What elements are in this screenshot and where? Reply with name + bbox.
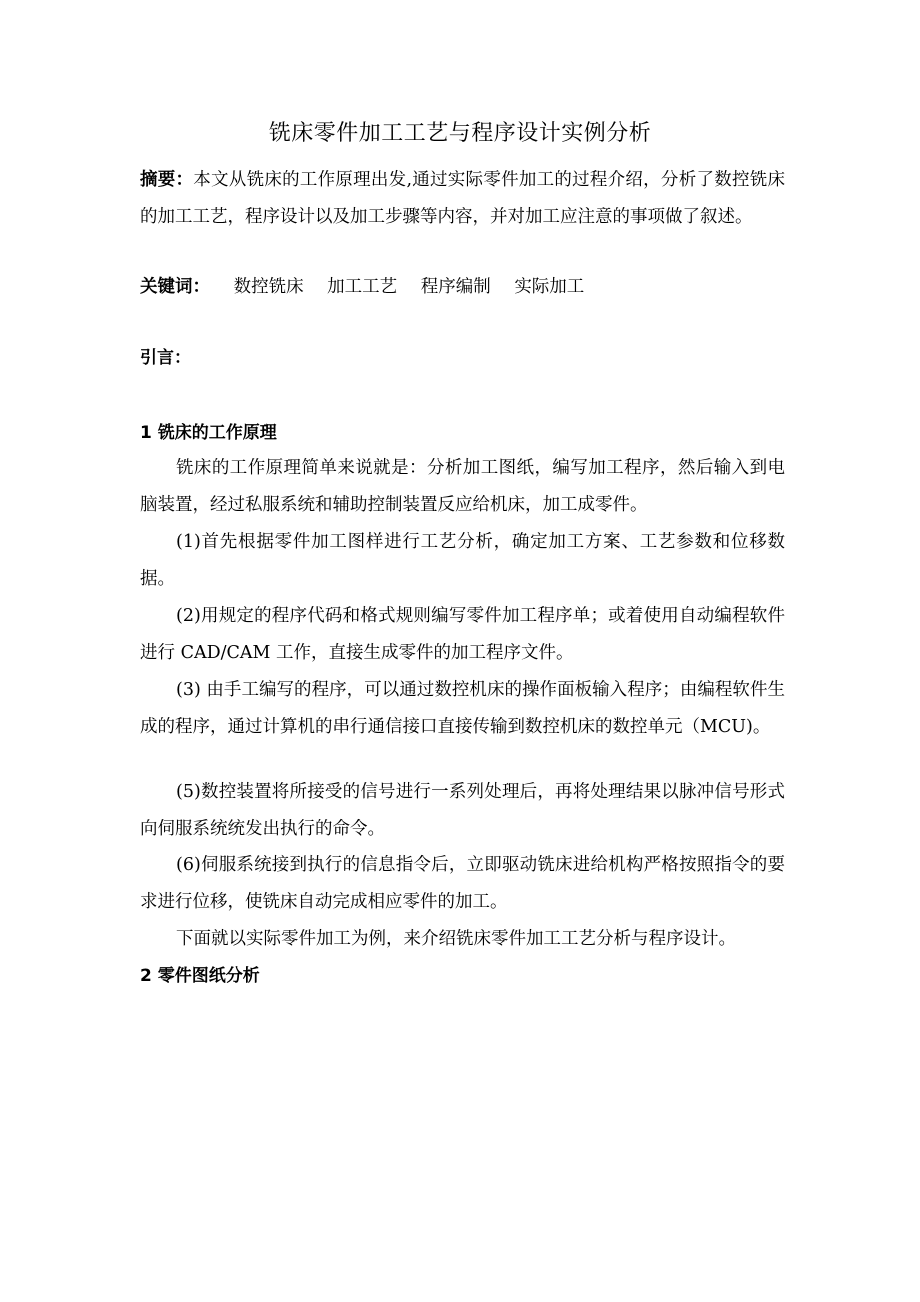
section-1-heading: 1 铣床的工作原理 — [140, 423, 277, 443]
section-1-paragraph: (3) 由手工编写的程序，可以通过数控机床的操作面板输入程序；由编程软件生成的程序，通过计算机的串行通信接口直接传输到数控机床的数控单元（MCU)。 — [140, 680, 785, 737]
keyword: 实际加工 — [514, 277, 585, 297]
section-1-paragraph: 下面就以实际零件加工为例，来介绍铣床零件加工工艺分析与程序设计。 — [176, 929, 736, 949]
abstract-label: 摘要： — [140, 170, 194, 190]
keywords-label: 关键词： — [140, 277, 210, 297]
section-1-paragraph: (1)首先根据零件加工图样进行工艺分析，确定加工方案、工艺参数和位移数据。 — [140, 532, 785, 589]
keyword: 数控铣床 — [233, 277, 304, 297]
keyword: 加工工艺 — [327, 277, 398, 297]
section-1-paragraph: (6)伺服系统接到执行的信息指令后，立即驱动铣床进给机构严格按照指令的要求进行位移，使铣床自动完成相应零件的加工。 — [140, 855, 785, 912]
keywords-row — [140, 272, 584, 302]
keyword: 程序编制 — [420, 277, 491, 297]
intro-heading: 引言： — [140, 348, 191, 368]
section-1-paragraph: (5)数控装置将所接受的信号进行一系列处理后，再将处理结果以脉冲信号形式向伺服系统统发出执行的命令。 — [140, 782, 785, 839]
section-1-paragraph: 铣床的工作原理简单来说就是：分析加工图纸，编写加工程序，然后输入到电脑装置，经过私服系统和辅助控制装置反应给机床，加工成零件。 — [140, 458, 785, 515]
abstract-text: 本文从铣床的工作原理出发,通过实际零件加工的过程介绍，分析了数控铣床的加工工艺，程序设计以及加工步骤等内容，并对加工应注意的事项做了叙述。 — [140, 170, 786, 227]
abstract — [140, 162, 785, 236]
section-2-heading: 2 零件图纸分析 — [140, 966, 260, 986]
document-title: 铣床零件加工工艺与程序设计实例分析 — [268, 121, 652, 146]
section-1-paragraph: (2)用规定的程序代码和格式规则编写零件加工程序单；或着使用自动编程软件进行 CAD/CAM 工作，直接生成零件的加工程序文件。 — [140, 606, 785, 663]
